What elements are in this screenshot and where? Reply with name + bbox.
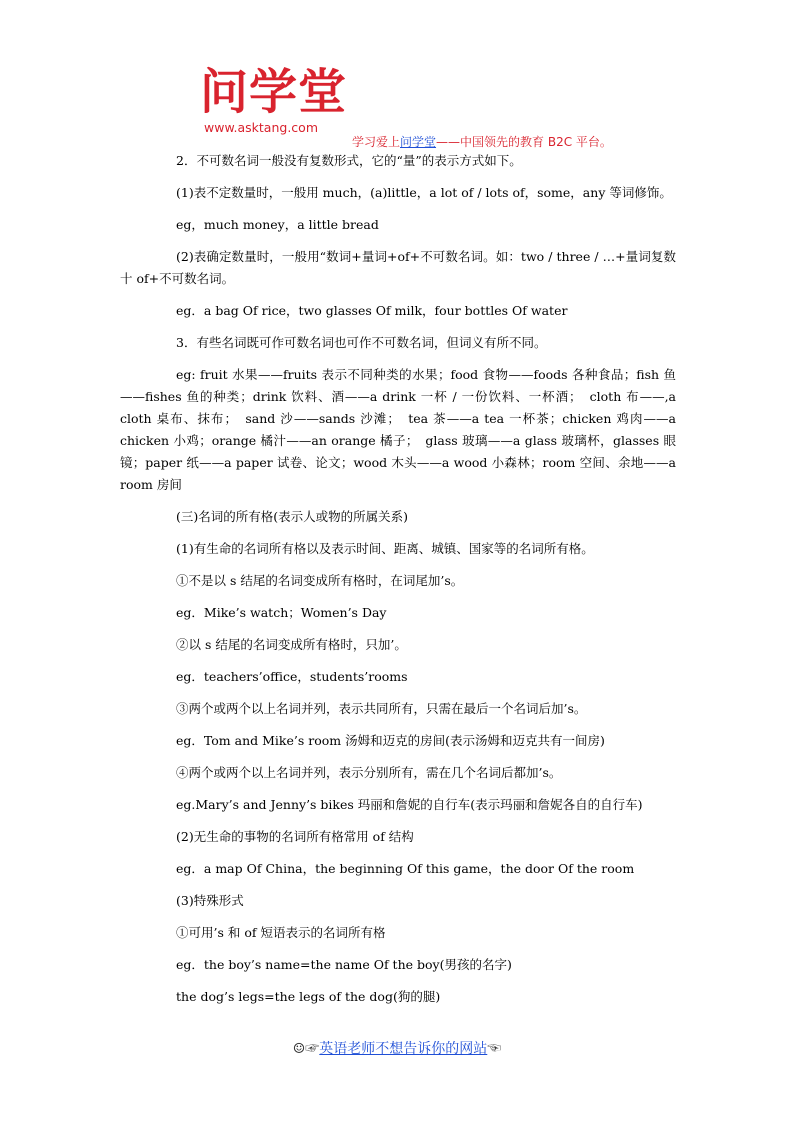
paragraph: ①不是以 s 结尾的名词变成所有格时，在词尾加’s。 bbox=[176, 573, 464, 588]
footer-link[interactable]: 英语老师不想告诉你的网站 bbox=[319, 1041, 488, 1057]
paragraph: (1)表不定数量时，一般用 much，(a)little，a lot of / lots of，some，any 等词修饰。 bbox=[176, 185, 672, 200]
paragraph: (3)特殊形式 bbox=[176, 893, 244, 908]
paragraph: eg，much money，a little bread bbox=[176, 217, 379, 232]
paragraph: ①可用’s 和 of 短语表示的名词所有格 bbox=[176, 925, 386, 940]
paragraph: 3．有些名词既可作可数名词也可作不可数名词，但词义有所不同。 bbox=[176, 335, 547, 350]
page-footer bbox=[0, 1038, 794, 1058]
paragraph: eg．a bag Of rice，two glasses Of milk，four bottles Of water bbox=[176, 303, 568, 318]
paragraph: ②以 s 结尾的名词变成所有格时，只加’。 bbox=[176, 637, 407, 652]
logo[interactable]: 问学堂 bbox=[200, 64, 348, 120]
slogan-suffix: ——中国领先的教育 B2C 平台。 bbox=[436, 135, 612, 149]
slogan-prefix: 学习爱上 bbox=[352, 135, 401, 149]
logo-url[interactable]: www.asktang.com bbox=[204, 120, 318, 135]
paragraph: (2)表确定数量时，一般用“数词+量词+of+不可数名词。如：two / three / …+量词复数十 of+不可数名词。 bbox=[120, 249, 676, 286]
slogan-link[interactable]: 问学堂 bbox=[400, 135, 437, 149]
page-header bbox=[0, 0, 794, 160]
paragraph: eg．teachers’office，students’rooms bbox=[176, 669, 408, 684]
paragraph: ④两个或两个以上名词并列，表示分别所有，需在几个名词后都加’s。 bbox=[176, 765, 562, 780]
paragraph: 2．不可数名词一般没有复数形式，它的“量”的表示方式如下。 bbox=[176, 153, 522, 168]
paragraph: (1)有生命的名词所有格以及表示时间、距离、城镇、国家等的名词所有格。 bbox=[176, 541, 594, 556]
document-body bbox=[120, 150, 676, 1018]
pointer-left-icon: ☜ bbox=[487, 1041, 502, 1057]
slogan bbox=[352, 133, 612, 150]
paragraph: eg: fruit 水果——fruits 表示不同种类的水果；food 食物——foods 各种食品；fish 鱼——fishes 鱼的种类；drink 饮料、酒——a drink 一杯 / 一份饮料、一杯酒； cloth 布——,a cloth 桌布、抹布； sand 沙——sands 沙滩； tea 茶——a tea 一杯茶；chicken 鸡肉——a chicken 小鸡；orange 橘汁——an orange 橘子； glass 玻璃——a glass 玻璃杯，glasses 眼镜；paper 纸——a paper 试卷、论文；wood 木头——a wood 小森林；room 空间、余地——a room 房间 bbox=[120, 367, 676, 492]
paragraph: eg.Mary’s and Jenny’s bikes 玛丽和詹妮的自行车(表示玛丽和詹妮各自的自行车) bbox=[176, 797, 643, 812]
paragraph: the dog’s legs=the legs of the dog(狗的腿) bbox=[176, 989, 441, 1004]
paragraph: eg．Tom and Mike’s room 汤姆和迈克的房间(表示汤姆和迈克共有一间房) bbox=[176, 733, 605, 748]
paragraph: eg．the boy’s name=the name Of the boy(男孩的名字) bbox=[176, 957, 512, 972]
paragraph: eg．a map Of China，the beginning Of this game，the door Of the room bbox=[176, 861, 635, 876]
smile-pointer-icon: ☺☞ bbox=[292, 1041, 320, 1057]
section-heading: (三)名词的所有格(表示人或物的所属关系) bbox=[176, 509, 409, 524]
paragraph: eg．Mike’s watch；Women’s Day bbox=[176, 605, 387, 620]
paragraph: (2)无生命的事物的名词所有格常用 of 结构 bbox=[176, 829, 414, 844]
paragraph: ③两个或两个以上名词并列，表示共同所有，只需在最后一个名词后加’s。 bbox=[176, 701, 587, 716]
